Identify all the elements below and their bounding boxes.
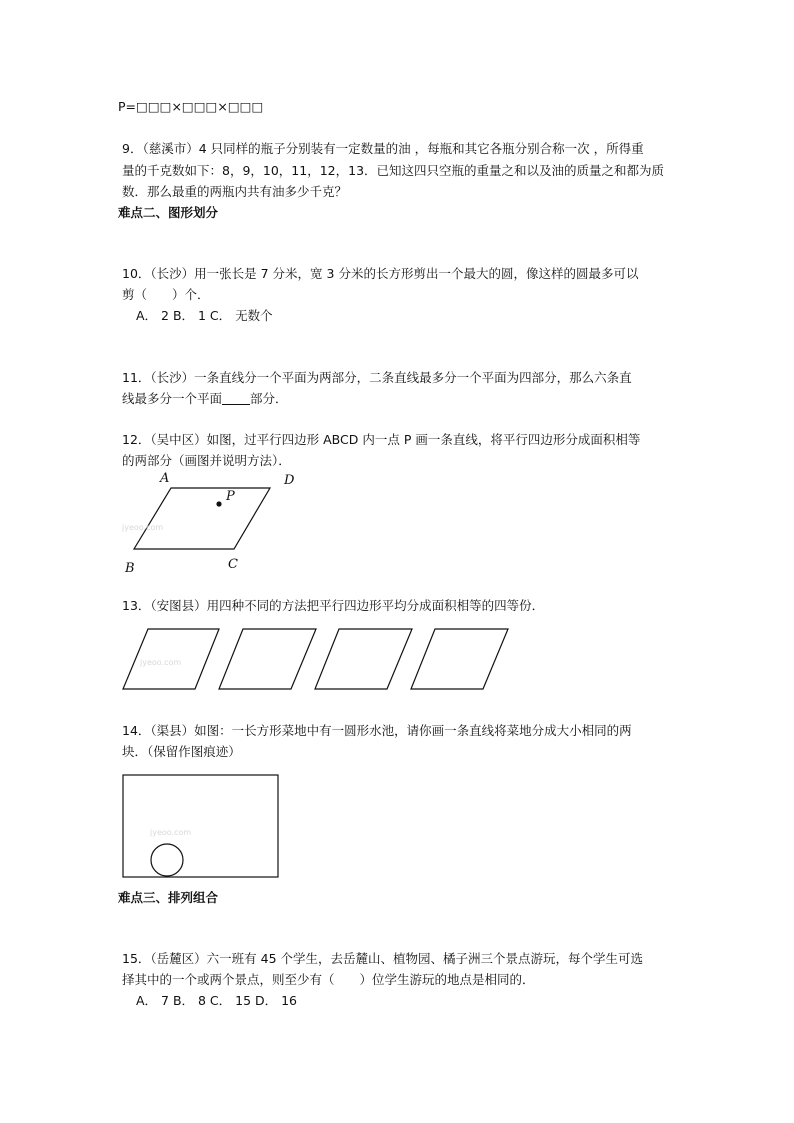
watermark-q13: jyeoo.com — [140, 658, 182, 667]
q11-answer-blank[interactable] — [222, 392, 250, 405]
q9-line-2: 量的千克数如下：8，9，10，11，12，13．已知这四只空瓶的重量之和以及油的质量之和都为质 — [122, 163, 665, 178]
q13-line-1: 13．（安图县）用四种不同的方法把平行四边形平均分成面积相等的四等份． — [122, 598, 545, 613]
q10-line-2: 剪（ ）个． — [122, 287, 210, 302]
parallelogram-3 — [315, 629, 412, 689]
vertex-label-a: A — [160, 471, 170, 486]
q15-line-1: 15．（岳麓区）六一班有 45 个学生，去岳麓山、植物园、橘子洲三个景点游玩，每个学生可选 — [122, 951, 644, 966]
q9-line-3: 数．那么最重的两瓶内共有油多少千克？ — [122, 184, 348, 199]
q15-line-2: 择其中的一个或两个景点，则至少有（ ）位学生游玩的地点是相同的． — [122, 972, 535, 987]
q11-line-2-end: 部分． — [250, 391, 288, 406]
pond-circle — [151, 844, 183, 876]
section-heading-3: 难点三、排列组合 — [118, 890, 219, 905]
q11-line-1: 11．（长沙）一条直线分一个平面为两部分，二条直线最多分一个平面为四部分，那么六条直 — [122, 370, 632, 385]
watermark-q14: jyeoo.com — [150, 828, 192, 837]
q14-line-2: 块．（保留作图痕迹） — [122, 744, 241, 759]
parallelogram-1 — [123, 629, 219, 689]
parallelogram-abcd — [134, 488, 270, 549]
q11-line-2 — [122, 391, 288, 407]
q10-line-1: 10．（长沙）用一张长是 7 分米，宽 3 分米的长方形剪出一个最大的圆，像这样的圆最多可以 — [122, 266, 639, 281]
vertex-label-d: D — [284, 473, 295, 488]
vertex-label-c: C — [228, 557, 238, 572]
vertex-label-b: B — [125, 561, 135, 576]
point-label-p: P — [226, 489, 235, 504]
point-p-dot — [216, 501, 221, 506]
q9-line-1: 9．（慈溪市）4 只同样的瓶子分别装有一定数量的油 ，每瓶和其它各瓶分别合称一次 ，所得重 — [122, 141, 644, 156]
section-heading-2: 难点二、图形划分 — [118, 205, 219, 220]
parallelogram-4 — [411, 629, 508, 689]
q12-line-2: 的两部分（画图并说明方法）． — [122, 453, 291, 468]
vegetable-field-rectangle — [123, 775, 278, 877]
parallelogram-2 — [219, 629, 316, 689]
q12-line-1: 12．（吴中区）如图，过平行四边形 ABCD 内一点 P 画一条直线，将平行四边形分成面积相等 — [122, 432, 641, 447]
q10-options: A． 2 B． 1 C． 无数个 — [136, 308, 273, 323]
formula-text: P=□□□×□□□×□□□ — [118, 99, 264, 114]
q14-line-1: 14．（渠县）如图：一长方形菜地中有一圆形水池，请你画一条直线将菜地分成大小相同的两 — [122, 723, 632, 738]
q15-options: A． 7 B． 8 C． 15 D． 16 — [136, 993, 298, 1008]
q11-line-2-start: 线最多分一个平面 — [122, 391, 223, 406]
watermark-q12: jyeoo.com — [122, 523, 164, 532]
